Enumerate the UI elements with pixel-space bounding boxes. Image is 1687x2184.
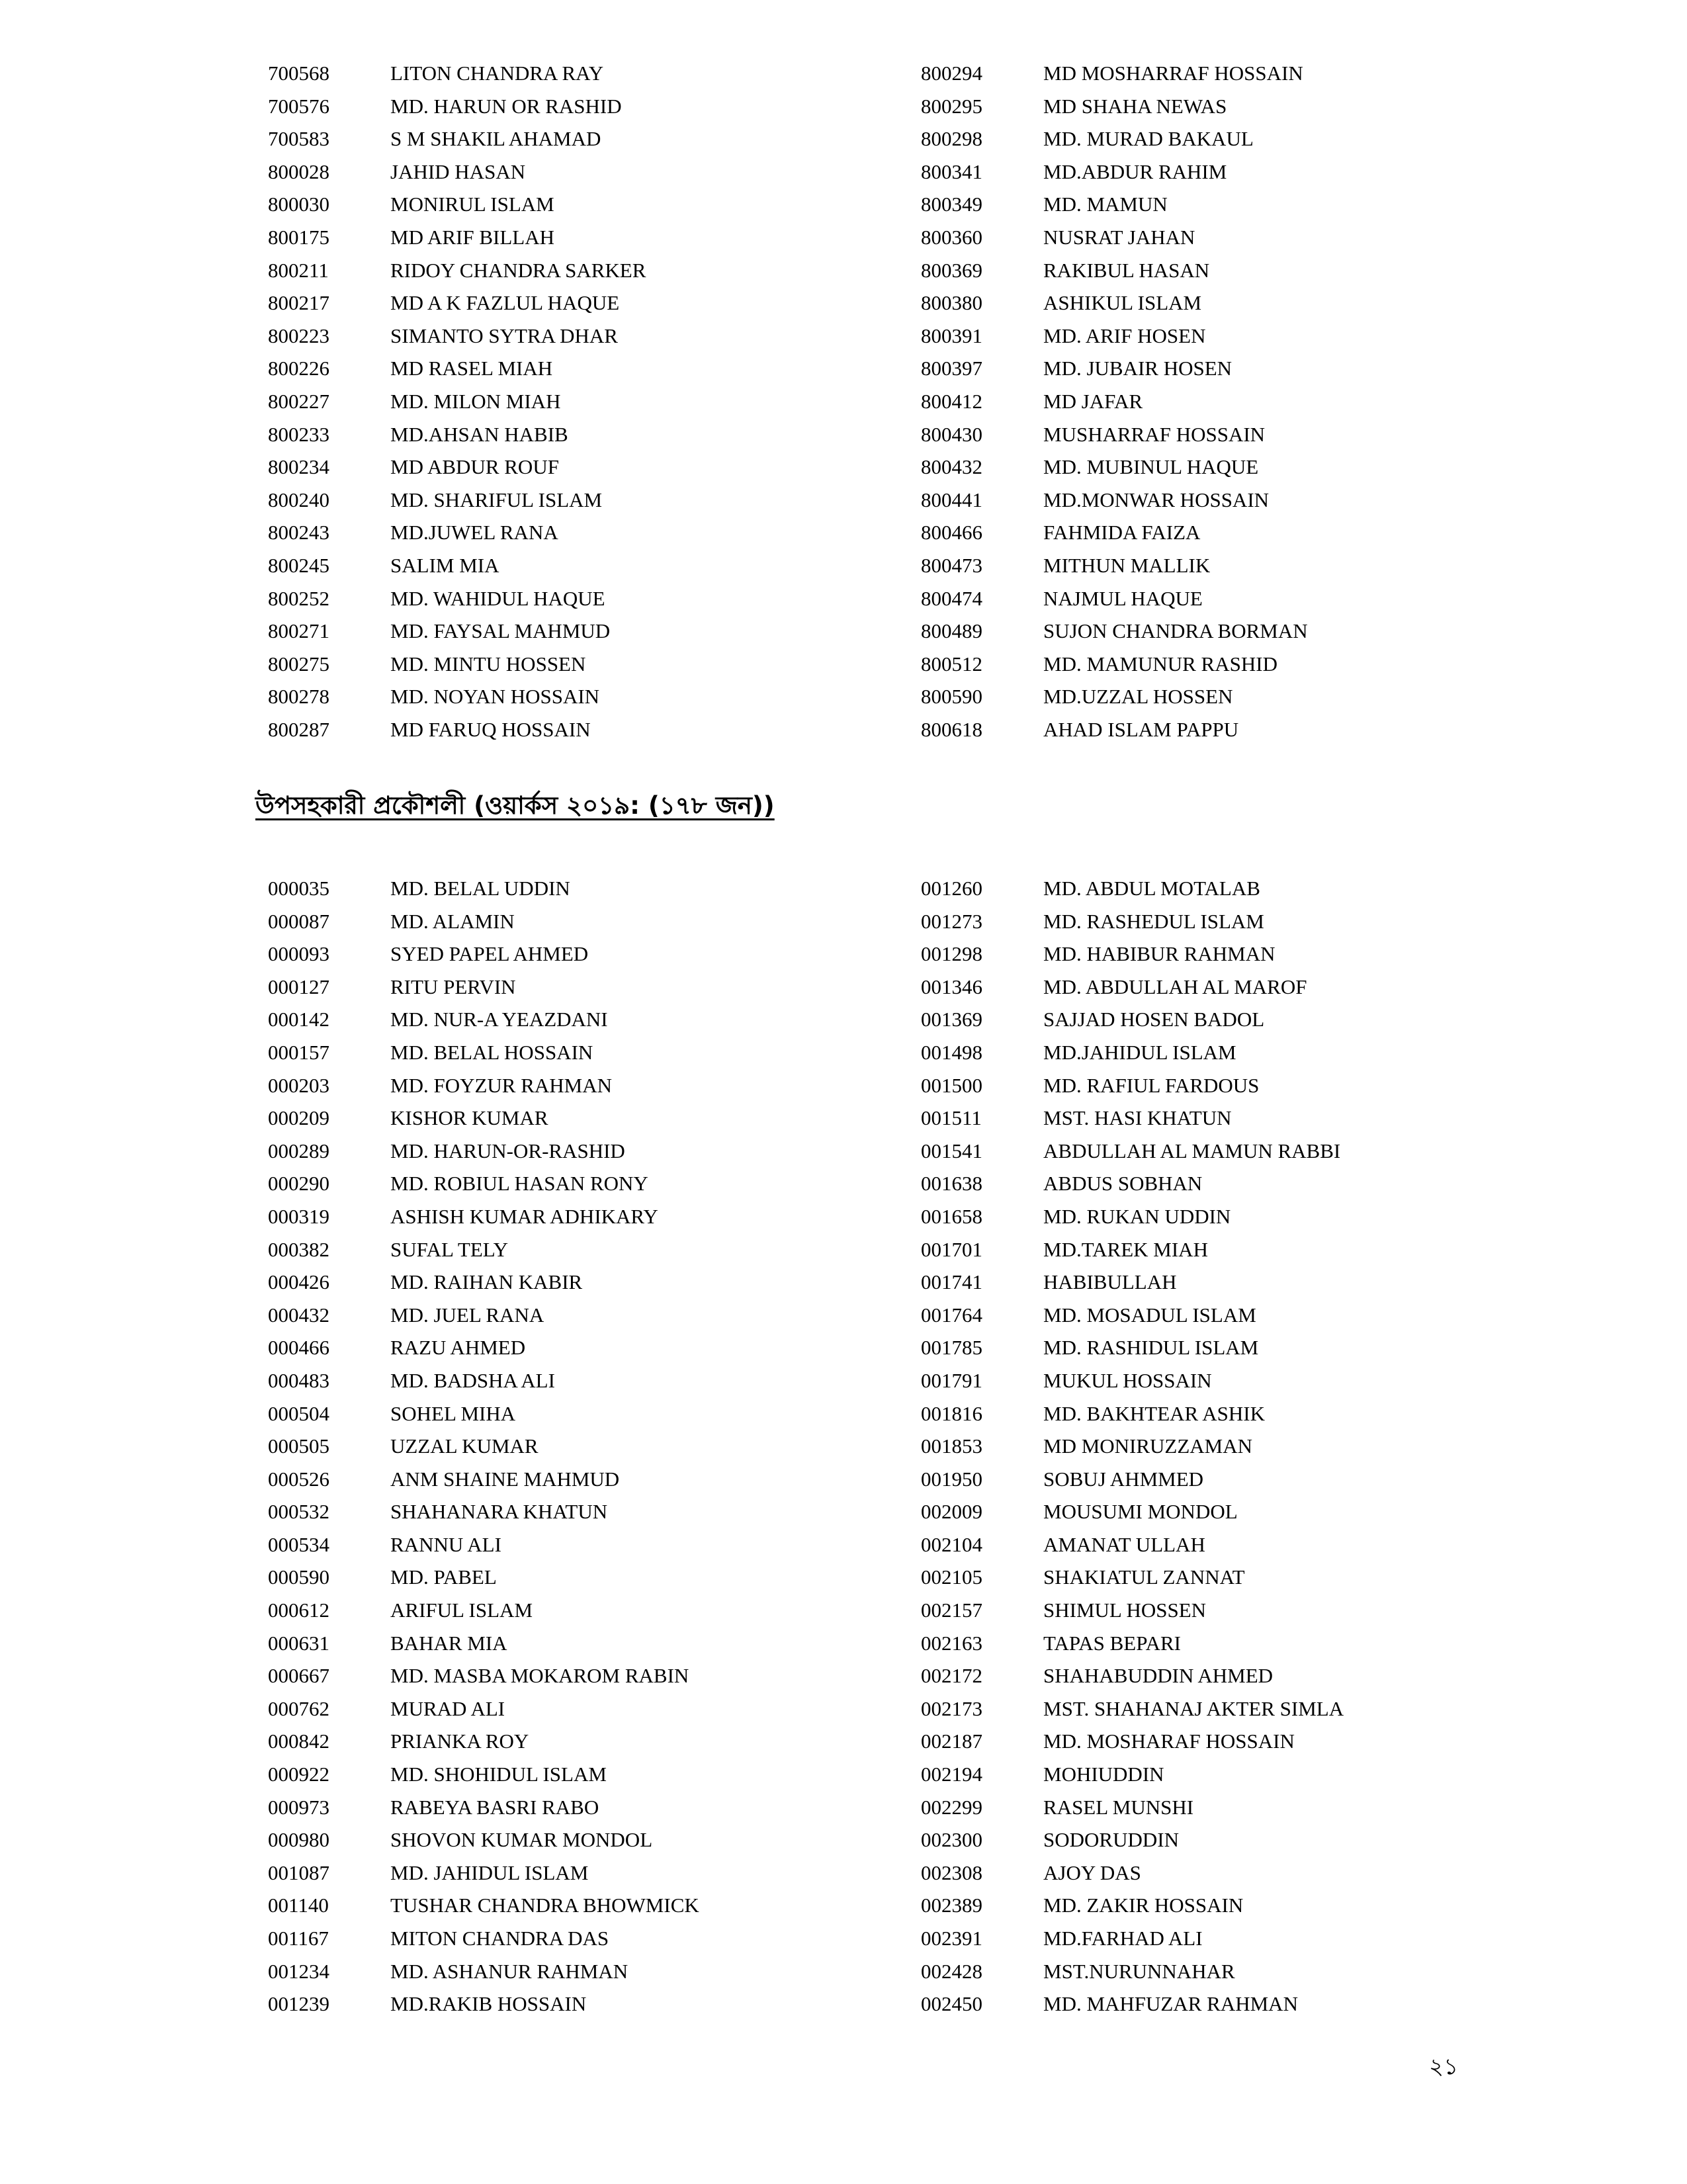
- roll-number: 000319: [268, 1204, 329, 1228]
- roll-number: 800287: [268, 717, 329, 741]
- roll-number: 001658: [921, 1204, 982, 1228]
- candidate-name: MD. WAHIDUL HAQUE: [390, 586, 605, 610]
- roll-number: 800590: [921, 685, 982, 709]
- candidate-name: NUSRAT JAHAN: [1043, 225, 1195, 249]
- candidate-name: SODORUDDIN: [1043, 1828, 1179, 1852]
- roll-number: 700576: [268, 94, 329, 118]
- roll-number: 800369: [921, 258, 982, 282]
- candidate-name: MD. ZAKIR HOSSAIN: [1043, 1894, 1244, 1917]
- candidate-name: AMANAT ULLAH: [1043, 1532, 1205, 1556]
- candidate-name: MD. MINTU HOSSEN: [390, 652, 586, 676]
- roll-number: 001346: [921, 975, 982, 998]
- roll-number: 001541: [921, 1139, 982, 1162]
- roll-number: 000505: [268, 1434, 329, 1458]
- candidate-name: RIDOY CHANDRA SARKER: [390, 258, 646, 282]
- roll-number: 800466: [921, 521, 982, 545]
- candidate-name: MD SHAHA NEWAS: [1043, 94, 1227, 118]
- roll-number: 800243: [268, 521, 329, 545]
- roll-number: 000534: [268, 1532, 329, 1556]
- candidate-name: ANM SHAINE MAHMUD: [390, 1467, 620, 1491]
- roll-number: 002299: [921, 1795, 982, 1819]
- roll-number: 800473: [921, 553, 982, 577]
- candidate-name: SHAHANARA KHATUN: [390, 1500, 608, 1524]
- candidate-name: BAHAR MIA: [390, 1631, 507, 1655]
- candidate-name: ABDUS SOBHAN: [1043, 1172, 1203, 1196]
- roll-number: 001785: [921, 1336, 982, 1360]
- candidate-name: MD. ROBIUL HASAN RONY: [390, 1172, 648, 1196]
- roll-number: 000973: [268, 1795, 329, 1819]
- candidate-name: S M SHAKIL AHAMAD: [390, 127, 601, 151]
- roll-number: 001239: [268, 1992, 329, 2016]
- candidate-name: MD. BELAL UDDIN: [390, 877, 570, 900]
- candidate-name: MD. ASHANUR RAHMAN: [390, 1959, 628, 1983]
- roll-number: 002173: [921, 1696, 982, 1720]
- roll-number: 800226: [268, 357, 329, 380]
- roll-number: 001298: [921, 942, 982, 966]
- roll-number: 001234: [268, 1959, 329, 1983]
- candidate-name: MD. MUBINUL HAQUE: [1043, 455, 1259, 479]
- roll-number: 000289: [268, 1139, 329, 1162]
- roll-number: 002163: [921, 1631, 982, 1655]
- roll-number: 000382: [268, 1237, 329, 1261]
- candidate-name: MD ABDUR ROUF: [390, 455, 559, 479]
- candidate-name: MD. BADSHA ALI: [390, 1368, 555, 1392]
- roll-number: 000426: [268, 1270, 329, 1294]
- roll-number: 000035: [268, 877, 329, 900]
- roll-number: 800233: [268, 422, 329, 446]
- roll-number: 000483: [268, 1368, 329, 1392]
- roll-number: 800512: [921, 652, 982, 676]
- roll-number: 700583: [268, 127, 329, 151]
- candidate-name: MD. JUBAIR HOSEN: [1043, 357, 1233, 380]
- candidate-name: MD. ALAMIN: [390, 909, 515, 933]
- roll-number: 000290: [268, 1172, 329, 1196]
- roll-number: 800489: [921, 619, 982, 643]
- candidate-name: MD. MASBA MOKAROM RABIN: [390, 1664, 689, 1688]
- roll-number: 001741: [921, 1270, 982, 1294]
- candidate-name: ASHISH KUMAR ADHIKARY: [390, 1204, 658, 1228]
- candidate-name: JAHID HASAN: [390, 159, 526, 183]
- candidate-name: TUSHAR CHANDRA BHOWMICK: [390, 1894, 699, 1917]
- roll-number: 800278: [268, 685, 329, 709]
- roll-number: 001701: [921, 1237, 982, 1261]
- roll-number: 800294: [921, 62, 982, 85]
- roll-number: 800380: [921, 291, 982, 315]
- candidate-name: MD. NUR-A YEAZDANI: [390, 1008, 608, 1031]
- roll-number: 800430: [921, 422, 982, 446]
- candidate-name: MD.UZZAL HOSSEN: [1043, 685, 1233, 709]
- roll-number: 002194: [921, 1763, 982, 1786]
- candidate-name: MD FARUQ HOSSAIN: [390, 717, 591, 741]
- roll-number: 002308: [921, 1860, 982, 1884]
- roll-number: 001087: [268, 1860, 329, 1884]
- candidate-name: MD.MONWAR HOSSAIN: [1043, 488, 1270, 511]
- candidate-name: MD. HABIBUR RAHMAN: [1043, 942, 1276, 966]
- candidate-name: SUFAL TELY: [390, 1237, 509, 1261]
- candidate-name: MD JAFAR: [1043, 389, 1143, 413]
- candidate-name: ASHIKUL ISLAM: [1043, 291, 1202, 315]
- candidate-name: MD. SHOHIDUL ISLAM: [390, 1763, 607, 1786]
- roll-number: 000590: [268, 1565, 329, 1589]
- roll-number: 800298: [921, 127, 982, 151]
- roll-number: 001498: [921, 1040, 982, 1064]
- roll-number: 000466: [268, 1336, 329, 1360]
- roll-number: 000432: [268, 1303, 329, 1327]
- roll-number: 000203: [268, 1073, 329, 1097]
- candidate-name: MD.TAREK MIAH: [1043, 1237, 1208, 1261]
- candidate-name: HABIBULLAH: [1043, 1270, 1177, 1294]
- roll-number: 000142: [268, 1008, 329, 1031]
- candidate-name: ARIFUL ISLAM: [390, 1598, 533, 1622]
- candidate-name: MD. MAHFUZAR RAHMAN: [1043, 1992, 1298, 2016]
- candidate-name: KISHOR KUMAR: [390, 1106, 548, 1130]
- candidate-name: RABEYA BASRI RABO: [390, 1795, 599, 1819]
- candidate-name: TAPAS BEPARI: [1043, 1631, 1182, 1655]
- roll-number: 002428: [921, 1959, 982, 1983]
- candidate-name: LITON CHANDRA RAY: [390, 62, 604, 85]
- candidate-name: MITHUN MALLIK: [1043, 553, 1211, 577]
- candidate-name: SIMANTO SYTRA DHAR: [390, 324, 618, 347]
- candidate-name: SHAHABUDDIN AHMED: [1043, 1664, 1274, 1688]
- candidate-name: MD. RAIHAN KABIR: [390, 1270, 583, 1294]
- candidate-name: MD ARIF BILLAH: [390, 225, 555, 249]
- roll-number: 001950: [921, 1467, 982, 1491]
- roll-number: 800295: [921, 94, 982, 118]
- candidate-name: MONIRUL ISLAM: [390, 193, 554, 216]
- roll-number: 001764: [921, 1303, 982, 1327]
- roll-number: 800227: [268, 389, 329, 413]
- candidate-name: MD MONIRUZZAMAN: [1043, 1434, 1253, 1458]
- roll-number: 800341: [921, 159, 982, 183]
- roll-number: 000532: [268, 1500, 329, 1524]
- candidate-name: MD. RASHIDUL ISLAM: [1043, 1336, 1259, 1360]
- roll-number: 800245: [268, 553, 329, 577]
- roll-number: 000093: [268, 942, 329, 966]
- roll-number: 002105: [921, 1565, 982, 1589]
- roll-number: 800412: [921, 389, 982, 413]
- candidate-name: MD RASEL MIAH: [390, 357, 553, 380]
- candidate-name: SHIMUL HOSSEN: [1043, 1598, 1207, 1622]
- roll-number: 800360: [921, 225, 982, 249]
- roll-number: 001511: [921, 1106, 982, 1130]
- candidate-name: MD.JUWEL RANA: [390, 521, 558, 545]
- roll-number: 001853: [921, 1434, 982, 1458]
- candidate-name: SAJJAD HOSEN BADOL: [1043, 1008, 1265, 1031]
- candidate-name: MD. FOYZUR RAHMAN: [390, 1073, 613, 1097]
- candidate-name: RANNU ALI: [390, 1532, 501, 1556]
- roll-number: 001260: [921, 877, 982, 900]
- roll-number: 002391: [921, 1927, 982, 1950]
- candidate-name: SUJON CHANDRA BORMAN: [1043, 619, 1308, 643]
- roll-number: 000667: [268, 1664, 329, 1688]
- candidate-name: AJOY DAS: [1043, 1860, 1141, 1884]
- candidate-name: MST.NURUNNAHAR: [1043, 1959, 1235, 1983]
- roll-number: 002009: [921, 1500, 982, 1524]
- candidate-name: AHAD ISLAM PAPPU: [1043, 717, 1239, 741]
- roll-number: 800028: [268, 159, 329, 183]
- candidate-name: SYED PAPEL AHMED: [390, 942, 589, 966]
- roll-number: 002157: [921, 1598, 982, 1622]
- candidate-name: UZZAL KUMAR: [390, 1434, 539, 1458]
- candidate-name: ABDULLAH AL MAMUN RABBI: [1043, 1139, 1341, 1162]
- candidate-name: MD. RAFIUL FARDOUS: [1043, 1073, 1260, 1097]
- roll-number: 000980: [268, 1828, 329, 1852]
- page-number: ২১: [1429, 2054, 1459, 2080]
- candidate-name: RAZU AHMED: [390, 1336, 526, 1360]
- candidate-name: MD. FAYSAL MAHMUD: [390, 619, 611, 643]
- candidate-name: MURAD ALI: [390, 1696, 505, 1720]
- roll-number: 002300: [921, 1828, 982, 1852]
- candidate-name: MD.ABDUR RAHIM: [1043, 159, 1227, 183]
- candidate-name: MD. MOSHARAF HOSSAIN: [1043, 1729, 1295, 1753]
- candidate-name: MD.FARHAD ALI: [1043, 1927, 1203, 1950]
- roll-number: 800030: [268, 193, 329, 216]
- candidate-name: MD. JAHIDUL ISLAM: [390, 1860, 589, 1884]
- candidate-name: MD. MILON MIAH: [390, 389, 561, 413]
- candidate-name: SOHEL MIHA: [390, 1401, 516, 1425]
- candidate-name: MD. ABDULLAH AL MAROF: [1043, 975, 1307, 998]
- candidate-name: MST. HASI KHATUN: [1043, 1106, 1232, 1130]
- roll-number: 000762: [268, 1696, 329, 1720]
- candidate-name: MOHIUDDIN: [1043, 1763, 1164, 1786]
- candidate-name: MD. BELAL HOSSAIN: [390, 1040, 593, 1064]
- roll-number: 000209: [268, 1106, 329, 1130]
- roll-number: 800432: [921, 455, 982, 479]
- candidate-name: MD. NOYAN HOSSAIN: [390, 685, 600, 709]
- roll-number: 800234: [268, 455, 329, 479]
- roll-number: 001369: [921, 1008, 982, 1031]
- candidate-name: MD.JAHIDUL ISLAM: [1043, 1040, 1236, 1064]
- candidate-name: MD. ARIF HOSEN: [1043, 324, 1206, 347]
- candidate-name: MD MOSHARRAF HOSSAIN: [1043, 62, 1303, 85]
- candidate-name: MD. HARUN OR RASHID: [390, 94, 622, 118]
- candidate-name: PRIANKA ROY: [390, 1729, 529, 1753]
- candidate-name: MD. JUEL RANA: [390, 1303, 544, 1327]
- candidate-name: MITON CHANDRA DAS: [390, 1927, 609, 1950]
- candidate-name: SHOVON KUMAR MONDOL: [390, 1828, 653, 1852]
- roll-number: 000157: [268, 1040, 329, 1064]
- roll-number: 800175: [268, 225, 329, 249]
- candidate-name: MD. MOSADUL ISLAM: [1043, 1303, 1256, 1327]
- roll-number: 800618: [921, 717, 982, 741]
- roll-number: 002389: [921, 1894, 982, 1917]
- candidate-name: SHAKIATUL ZANNAT: [1043, 1565, 1245, 1589]
- roll-number: 800275: [268, 652, 329, 676]
- candidate-name: FAHMIDA FAIZA: [1043, 521, 1201, 545]
- roll-number: 800217: [268, 291, 329, 315]
- roll-number: 001167: [268, 1927, 329, 1950]
- candidate-name: MD A K FAZLUL HAQUE: [390, 291, 620, 315]
- candidate-name: MUSHARRAF HOSSAIN: [1043, 422, 1266, 446]
- roll-number: 000631: [268, 1631, 329, 1655]
- roll-number: 700568: [268, 62, 329, 85]
- roll-number: 800349: [921, 193, 982, 216]
- roll-number: 002172: [921, 1664, 982, 1688]
- roll-number: 800252: [268, 586, 329, 610]
- candidate-name: MD. PABEL: [390, 1565, 497, 1589]
- roll-number: 000526: [268, 1467, 329, 1491]
- roll-number: 000504: [268, 1401, 329, 1425]
- roll-number: 001791: [921, 1368, 982, 1392]
- roll-number: 002104: [921, 1532, 982, 1556]
- roll-number: 800271: [268, 619, 329, 643]
- candidate-name: MOUSUMI MONDOL: [1043, 1500, 1238, 1524]
- roll-number: 001816: [921, 1401, 982, 1425]
- candidate-name: MD. ABDUL MOTALAB: [1043, 877, 1260, 900]
- roll-number: 001273: [921, 909, 982, 933]
- roll-number: 000087: [268, 909, 329, 933]
- roll-number: 800397: [921, 357, 982, 380]
- candidate-name: MD.RAKIB HOSSAIN: [390, 1992, 587, 2016]
- candidate-name: MD. RUKAN UDDIN: [1043, 1204, 1231, 1228]
- roll-number: 001500: [921, 1073, 982, 1097]
- roll-number: 800211: [268, 258, 329, 282]
- candidate-name: MD. HARUN-OR-RASHID: [390, 1139, 625, 1162]
- candidate-name: NAJMUL HAQUE: [1043, 586, 1203, 610]
- roll-number: 000922: [268, 1763, 329, 1786]
- roll-number: 800240: [268, 488, 329, 511]
- roll-number: 001638: [921, 1172, 982, 1196]
- roll-number: 800474: [921, 586, 982, 610]
- roll-number: 002450: [921, 1992, 982, 2016]
- candidate-name: MD. BAKHTEAR ASHIK: [1043, 1401, 1265, 1425]
- roll-number: 001140: [268, 1894, 329, 1917]
- candidate-name: MD. MURAD BAKAUL: [1043, 127, 1254, 151]
- candidate-name: MD. RASHEDUL ISLAM: [1043, 909, 1264, 933]
- candidate-name: RASEL MUNSHI: [1043, 1795, 1194, 1819]
- section-heading: উপসহকারী প্রকৌশলী (ওয়ার্কস ২০১৯: (১৭৮ জন)): [255, 791, 775, 820]
- candidate-name: MST. SHAHANAJ AKTER SIMLA: [1043, 1696, 1344, 1720]
- roll-number: 800391: [921, 324, 982, 347]
- roll-number: 000842: [268, 1729, 329, 1753]
- candidate-name: MD. MAMUNUR RASHID: [1043, 652, 1277, 676]
- candidate-name: MD. MAMUN: [1043, 193, 1168, 216]
- roll-number: 800223: [268, 324, 329, 347]
- roll-number: 000612: [268, 1598, 329, 1622]
- roll-number: 000127: [268, 975, 329, 998]
- roll-number: 002187: [921, 1729, 982, 1753]
- candidate-name: MUKUL HOSSAIN: [1043, 1368, 1212, 1392]
- candidate-name: MD. SHARIFUL ISLAM: [390, 488, 603, 511]
- candidate-name: SALIM MIA: [390, 553, 499, 577]
- roll-number: 800441: [921, 488, 982, 511]
- candidate-name: RITU PERVIN: [390, 975, 516, 998]
- candidate-name: RAKIBUL HASAN: [1043, 258, 1210, 282]
- candidate-name: MD.AHSAN HABIB: [390, 422, 568, 446]
- candidate-name: SOBUJ AHMMED: [1043, 1467, 1204, 1491]
